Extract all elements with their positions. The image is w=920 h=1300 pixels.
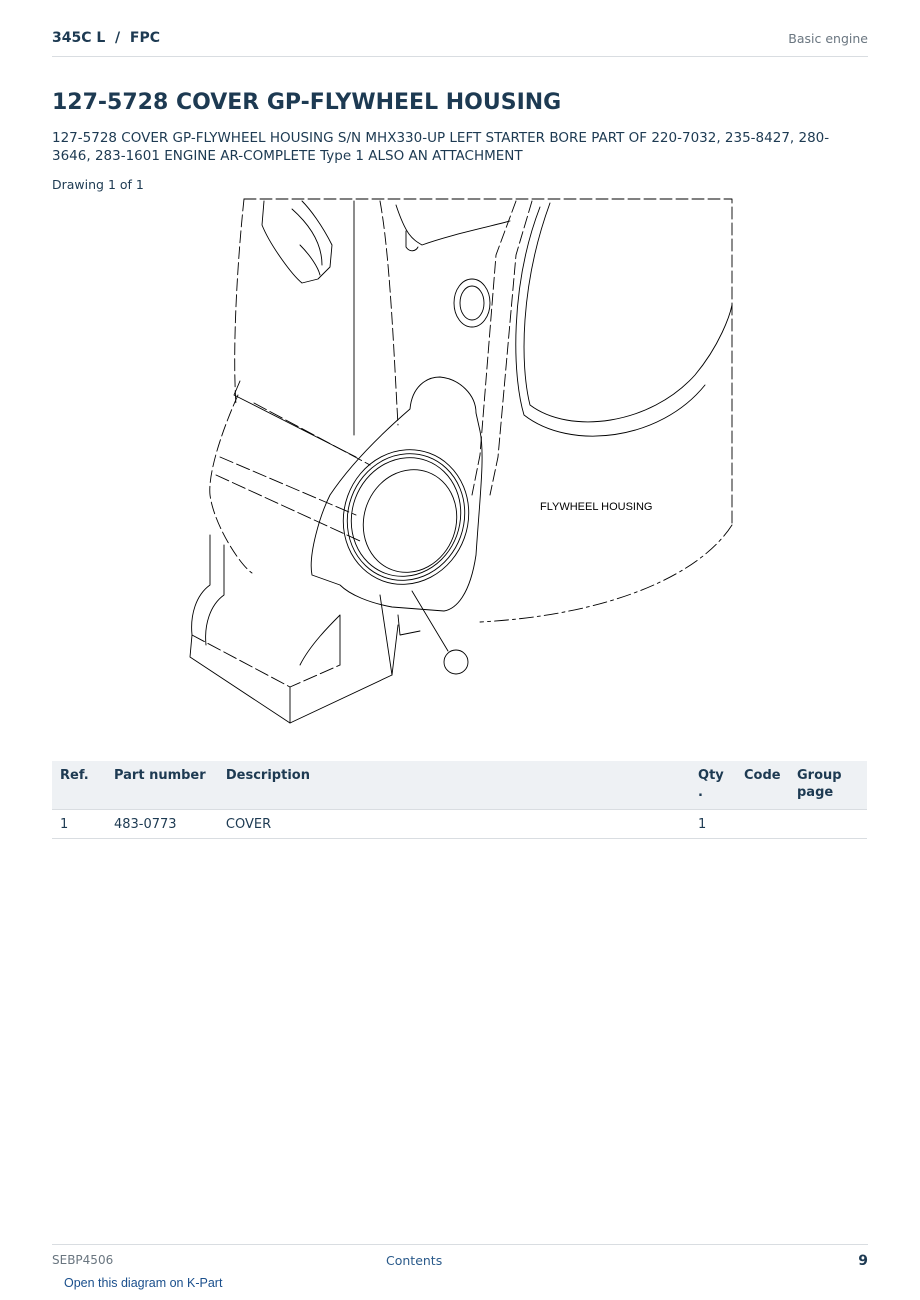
table-row [52, 810, 867, 839]
page-header [52, 28, 868, 57]
section-label: Basic engine [788, 31, 868, 46]
drawing-count: Drawing 1 of 1 [52, 177, 144, 192]
row-ref: 1 [52, 810, 106, 839]
open-kpart-link[interactable]: Open this diagram on K-Part [64, 1276, 223, 1290]
col-group-page: Group page [789, 761, 867, 810]
page-footer [52, 1244, 868, 1275]
row-group-page [789, 810, 867, 839]
row-description: COVER [218, 810, 690, 839]
col-code: Code [736, 761, 789, 810]
col-ref: Ref. [52, 761, 106, 810]
col-qty: Qty . [690, 761, 736, 810]
flywheel-housing-label: FLYWHEEL HOUSING [540, 501, 653, 513]
page-title: 127-5728 COVER GP-FLYWHEEL HOUSING [52, 90, 562, 115]
table-header-row [52, 761, 867, 810]
col-part-number: Part number [106, 761, 218, 810]
row-qty: 1 [690, 810, 736, 839]
model-label: 345C L / FPC [52, 30, 161, 46]
parts-table [52, 761, 867, 839]
col-description: Description [218, 761, 690, 810]
page-number: 9 [858, 1253, 868, 1269]
parts-diagram [180, 195, 740, 730]
row-part-number: 483-0773 [106, 810, 218, 839]
row-code [736, 810, 789, 839]
part-description: 127-5728 COVER GP-FLYWHEEL HOUSING S/N MHX330-UP LEFT STARTER BORE PART OF 220-7032, 235-8427, 280-3646, 283-1601 ENGINE AR-COMPLETE Type 1 ALSO AN ATTACHMENT [52, 130, 830, 164]
document-id: SEBP4506 [52, 1253, 114, 1267]
flywheel-housing-drawing [180, 195, 740, 730]
contents-link[interactable]: Contents [386, 1253, 443, 1268]
